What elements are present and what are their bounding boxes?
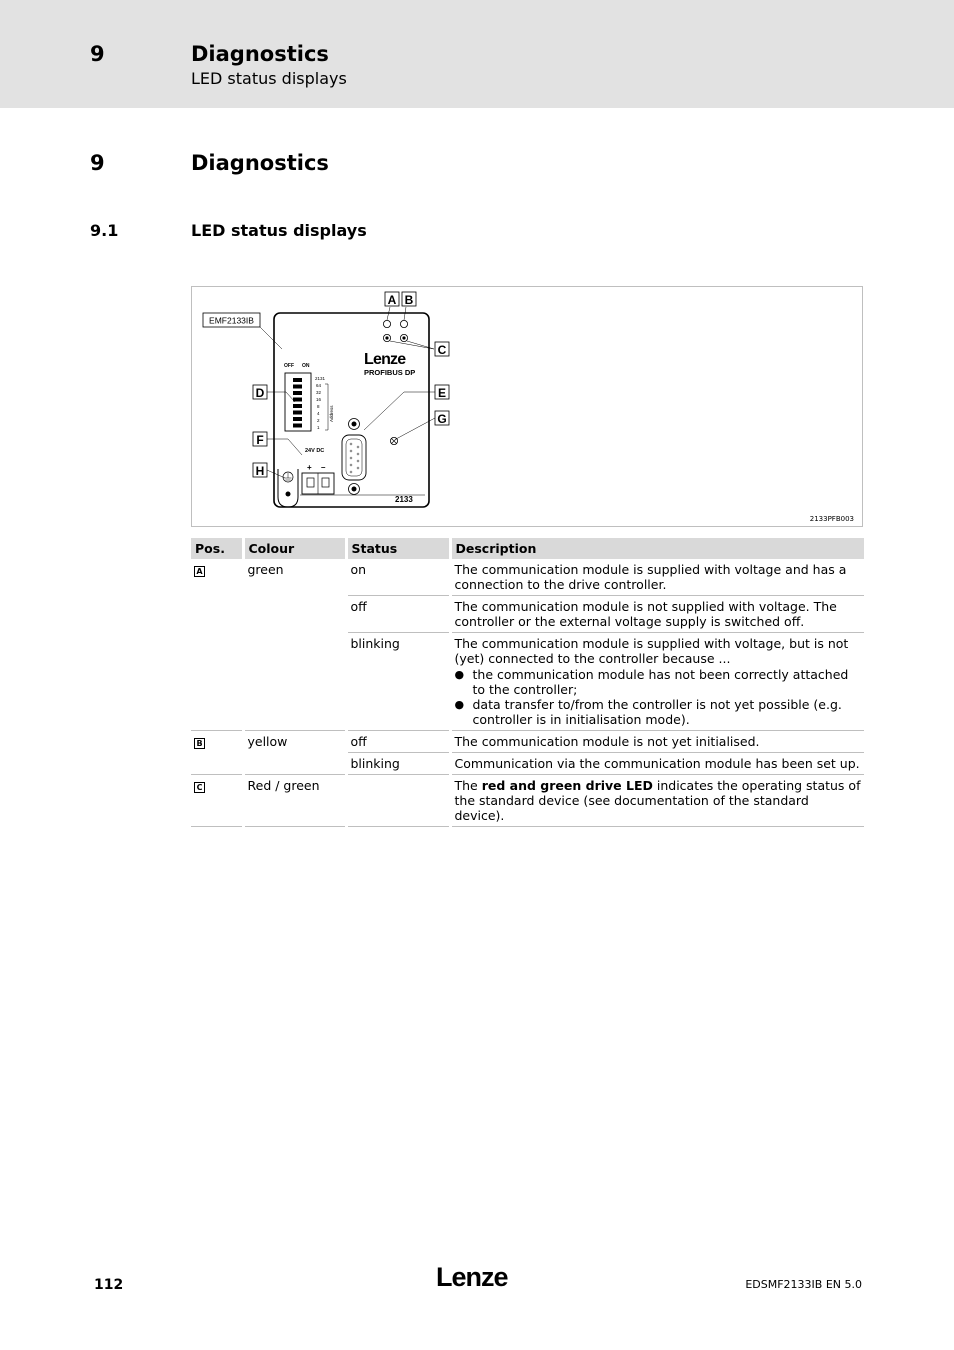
callout-b: B — [404, 293, 414, 307]
heading2-number: 9.1 — [90, 221, 119, 240]
callout-e: E — [437, 386, 447, 400]
heading1-number: 9 — [90, 151, 105, 175]
cause-list — [455, 667, 862, 727]
address-value-1: 64 — [316, 383, 322, 388]
switch-off-label: OFF — [284, 363, 294, 369]
page-number: 112 — [94, 1277, 124, 1293]
header-section-subtitle: LED status displays — [191, 69, 347, 88]
description-cell — [450, 775, 864, 827]
module-model: 2133 — [395, 495, 413, 504]
figure-code: 2133PFB003 — [809, 515, 854, 523]
module-label: EMF2133IB — [209, 315, 254, 326]
status-cell — [346, 775, 450, 827]
description-text-bold: red and green drive LED — [481, 778, 653, 793]
power-plus: + — [307, 463, 312, 472]
status-cell: on — [346, 559, 450, 596]
list-item: ● the communication module has not been correctly attached to the controller; — [473, 667, 862, 697]
list-item: ● data transfer to/from the controller is not yet possible (e.g. controller is in initialisation mode). — [473, 697, 862, 727]
header-status: Status — [346, 538, 450, 559]
document-id: EDSMF2133IB EN 5.0 — [745, 1278, 862, 1291]
address-value-6: 2 — [317, 418, 320, 423]
status-cell: blinking — [346, 633, 450, 731]
status-cell: off — [346, 731, 450, 753]
power-minus: – — [321, 463, 326, 472]
switch-on-label: ON — [302, 363, 310, 369]
description-text-post: indicates the operating status of the standard device (see documentation of the standard device). — [454, 778, 861, 823]
address-label: Address — [329, 405, 334, 422]
address-value-3: 16 — [316, 397, 322, 402]
header-pos: Pos. — [191, 538, 243, 559]
description-cell — [450, 633, 864, 731]
led-a-icon — [383, 320, 390, 327]
description-cell: The communication module is not yet initialised. — [450, 731, 864, 753]
colour-cell: green — [243, 559, 346, 731]
status-cell: blinking — [346, 753, 450, 775]
led-status-table — [191, 538, 864, 827]
address-value-0: 2131 — [315, 376, 326, 381]
address-value-4: 8 — [317, 404, 320, 409]
pos-a-label: A — [194, 566, 205, 577]
callout-h: H — [255, 464, 265, 478]
address-value-2: 32 — [316, 390, 322, 395]
header-chapter-title: Diagnostics — [191, 42, 329, 66]
module-figure — [191, 286, 863, 527]
status-cell: off — [346, 596, 450, 633]
module-drawing — [192, 287, 864, 528]
table-row — [191, 559, 864, 596]
heading1-title: Diagnostics — [191, 151, 329, 175]
power-label: 24V DC — [305, 448, 325, 454]
module-protocol: PROFIBUS DP — [364, 368, 416, 377]
header-colour: Colour — [243, 538, 346, 559]
description-cell: Communication via the communication module has been set up. — [450, 753, 864, 775]
pe-screw-icon — [286, 492, 291, 497]
pos-b-label: B — [194, 738, 205, 749]
address-value-7: 1 — [317, 425, 320, 430]
table-row — [191, 731, 864, 753]
sub-d-connector — [342, 435, 366, 480]
callout-a: A — [387, 293, 397, 307]
callout-f: F — [256, 433, 264, 447]
callout-d: D — [255, 386, 265, 400]
header-chapter-number: 9 — [90, 42, 105, 66]
table-header-row — [191, 538, 864, 559]
module-brand: Lenze — [364, 351, 406, 368]
colour-cell: Red / green — [243, 775, 346, 827]
description-cell: The communication module is supplied with voltage and has a connection to the drive controller. — [450, 559, 864, 596]
description-text-pre: The — [454, 778, 482, 793]
header-band — [0, 0, 954, 108]
colour-cell: yellow — [243, 731, 346, 775]
led-b-icon — [400, 320, 407, 327]
callout-g: G — [437, 412, 447, 426]
sub-d-pins — [350, 443, 359, 473]
dip-switches — [293, 378, 302, 428]
pos-c-label: C — [194, 782, 205, 793]
lenze-logo: Lenze — [436, 1262, 508, 1292]
address-value-5: 4 — [317, 411, 320, 416]
description-text: The communication module is supplied with voltage, but is not (yet) connected to the controller because ... — [454, 636, 849, 666]
heading2-title: LED status displays — [191, 221, 367, 240]
table-row — [191, 775, 864, 827]
module-outline — [274, 313, 429, 507]
header-description: Description — [450, 538, 864, 559]
callout-c: C — [437, 343, 447, 357]
description-cell: The communication module is not supplied with voltage. The controller or the external voltage supply is switched off. — [450, 596, 864, 633]
